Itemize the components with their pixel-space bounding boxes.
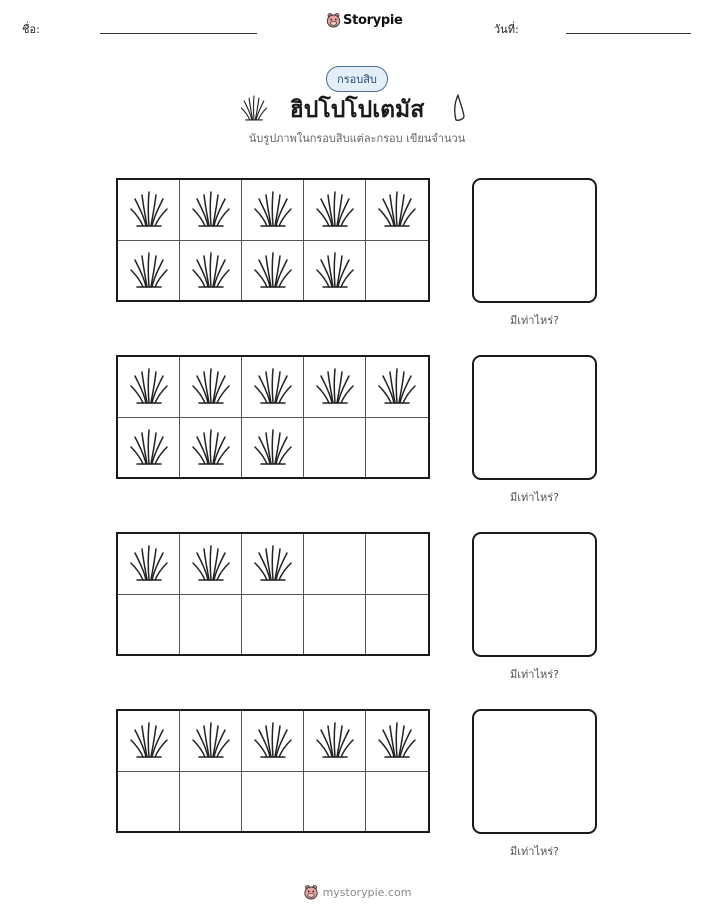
frame-cell [118,357,180,419]
topic-badge: กรอบสิบ [326,66,388,92]
grass-tuft-icon [377,189,417,233]
date-label: วันที่: [494,23,519,36]
frame-cell [118,711,180,773]
grass-tuft-icon [129,543,169,587]
footer-url[interactable]: mystorypie.com [322,885,412,899]
frame-cell [366,241,428,303]
grass-tuft-icon [191,366,231,410]
grass-tuft-icon [315,720,355,764]
frame-cell [366,595,428,657]
answer-box[interactable] [472,355,597,480]
date-line[interactable] [566,33,691,34]
frame-cell [304,772,366,834]
ten-frame [116,178,430,302]
grass-tuft-icon [253,189,293,233]
hippo-mascot-icon [303,884,319,900]
frame-cell [304,595,366,657]
frame-cell [180,534,242,596]
grass-tuft-icon [253,720,293,764]
frame-cell [242,595,304,657]
grass-tuft-icon [315,366,355,410]
ten-frame [116,709,430,833]
grass-tuft-icon [129,720,169,764]
grass-tuft-icon [129,366,169,410]
frame-cell [304,241,366,303]
frame-cell [304,418,366,480]
frame-cell [366,180,428,242]
frame-cell [242,534,304,596]
frame-cell [118,534,180,596]
grass-tuft-icon [253,427,293,471]
frame-cell [118,595,180,657]
frame-cell [304,357,366,419]
frame-cell [180,180,242,242]
frame-cell [242,241,304,303]
frame-cell [242,711,304,773]
frame-cell [242,357,304,419]
grass-tuft-icon [240,93,268,123]
footer [0,884,714,900]
brand-logo [326,12,403,28]
how-many-prompt: มีเท่าไหร่? [510,845,559,858]
frame-cell [242,772,304,834]
frame-cell [366,418,428,480]
tooth-icon [452,92,466,122]
worksheet-title: ฮิปโปโปเตมัส [289,97,425,123]
frame-cell [304,534,366,596]
frame-cell [180,357,242,419]
frame-cell [180,711,242,773]
grass-tuft-icon [253,250,293,294]
frame-cell [180,595,242,657]
ten-frame [116,532,430,656]
answer-box[interactable] [472,178,597,303]
name-label: ชื่อ: [22,23,40,36]
frame-cell [180,772,242,834]
hippo-mascot-icon [326,12,341,28]
frame-cell [242,180,304,242]
grass-tuft-icon [191,250,231,294]
grass-tuft-icon [129,250,169,294]
grass-tuft-icon [377,366,417,410]
how-many-prompt: มีเท่าไหร่? [510,668,559,681]
frame-cell [118,180,180,242]
grass-tuft-icon [191,427,231,471]
brand-name: Storypie [343,12,403,28]
frame-cell [180,418,242,480]
frame-cell [366,772,428,834]
frame-cell [118,418,180,480]
grass-tuft-icon [253,366,293,410]
grass-tuft-icon [191,543,231,587]
frame-cell [366,711,428,773]
instructions: นับรูปภาพในกรอบสิบแต่ละกรอบ เขียนจำนวน [248,132,466,145]
frame-cell [118,241,180,303]
frame-cell [366,534,428,596]
answer-box[interactable] [472,532,597,657]
frame-cell [118,772,180,834]
how-many-prompt: มีเท่าไหร่? [510,491,559,504]
grass-tuft-icon [253,543,293,587]
grass-tuft-icon [315,189,355,233]
answer-box[interactable] [472,709,597,834]
grass-tuft-icon [191,720,231,764]
grass-tuft-icon [129,427,169,471]
how-many-prompt: มีเท่าไหร่? [510,314,559,327]
grass-tuft-icon [129,189,169,233]
grass-tuft-icon [191,189,231,233]
frame-cell [304,711,366,773]
ten-frame [116,355,430,479]
frame-cell [242,418,304,480]
frame-cell [304,180,366,242]
frame-cell [366,357,428,419]
frame-cell [180,241,242,303]
grass-tuft-icon [377,720,417,764]
grass-tuft-icon [315,250,355,294]
name-line[interactable] [100,33,257,34]
